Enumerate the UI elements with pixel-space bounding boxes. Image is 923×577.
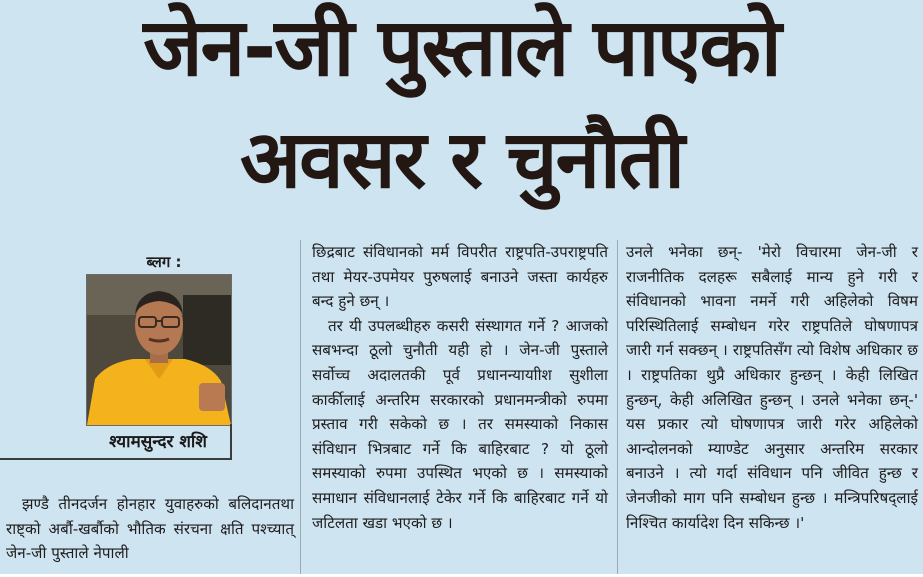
headline [0,0,923,228]
author-portrait-image [87,275,231,425]
article-column-2 [312,240,608,535]
blog-label: ब्लग : [146,253,182,271]
headline-line-2: अवसर र चुनौती [239,113,684,206]
column-divider-1 [300,240,301,577]
column-2-paragraph-2: तर यी उपलब्धीहरु कसरी संस्थागत गर्ने ? आजको सबभन्दा ठूलो चुनौती यही हो । जेन-जी पुस्ताले सर्वोच्च अदालतकी पूर्व प्रधानन्यायाीश सुशीला कार्कीलाई अन्तरिम सरकारको प्रधानमन्त्रीको रुपमा प्रस्ताव गरी सकेको छ । तर समस्याको निकास संविधान भित्रबाट गर्ने कि बाहिरबाट ? यो ठूलो समस्याको रुपमा उपस्थित भएको छ । समस्याको समाधान संविधानलाई टेकेर गर्ने कि बाहिरबाट गर्ने यो जटिलता खडा भएको छ । [312,316,608,532]
author-photo [86,274,232,426]
author-underline-divider [0,458,232,460]
column-divider-2 [617,240,618,577]
column-1-paragraph-1: झण्डै तीनदर्जन होनहार युवाहरुको बलिदानतथा राष्ट्को अर्बौ-खर्बौको भौतिक संरचना क्षति पश्च्यात् जेन-जी पुस्ताले नेपाली [6,495,294,563]
author-name: श्यामसुन्दर शशि [109,432,207,452]
author-underline-divider-end [230,424,232,460]
article-column-3 [626,240,918,535]
column-3-paragraph-1: उनले भनेका छन्- 'मेरो विचारमा जेन-जी र राजनीतिक दलहरू सबैलाई मान्य हुने गरी र संविधानको भावना नमर्ने गरी अहिलेको विषम परिस्थितिलाई सम्बोधन गरेर राष्ट्रपतिले घोषणापत्र जारी गर्न सक्छन् । राष्ट्रपतिसँग त्यो विशेष अधिकार छ । राष्ट्रपतिका थुप्रै अधिकार हुन्छन् । केही लिखित हुन्छन्, केही अलिखित हुन्छन् । उनले भनेका छन्-' यस प्रकार त्यो घोषणापत्र जारी गरेर अहिलेको आन्दोलनको म्याण्डेट अनुसार अन्तरिम सरकार बनाउने । त्यो गर्दा संविधान पनि जीवित हुन्छ र जेनजीको माग पनि सम्बोधन हुन्छ । मन्त्रिपरिषद्‌लाई निश्चित कार्यादेश दिन सकिन्छ ।' [626,243,918,532]
article-column-1 [6,492,294,566]
column-2-paragraph-1: छिद्रबाट संविधानको मर्म विपरीत राष्ट्रपति-उपराष्ट्रपति तथा मेयर-उपमेयर पुरुषलाई बनाउने जस्ता कार्यहरु बन्द हुने छन् । [312,243,608,311]
headline-line-1: जेन-जी पुस्ताले पाएको [143,1,780,94]
